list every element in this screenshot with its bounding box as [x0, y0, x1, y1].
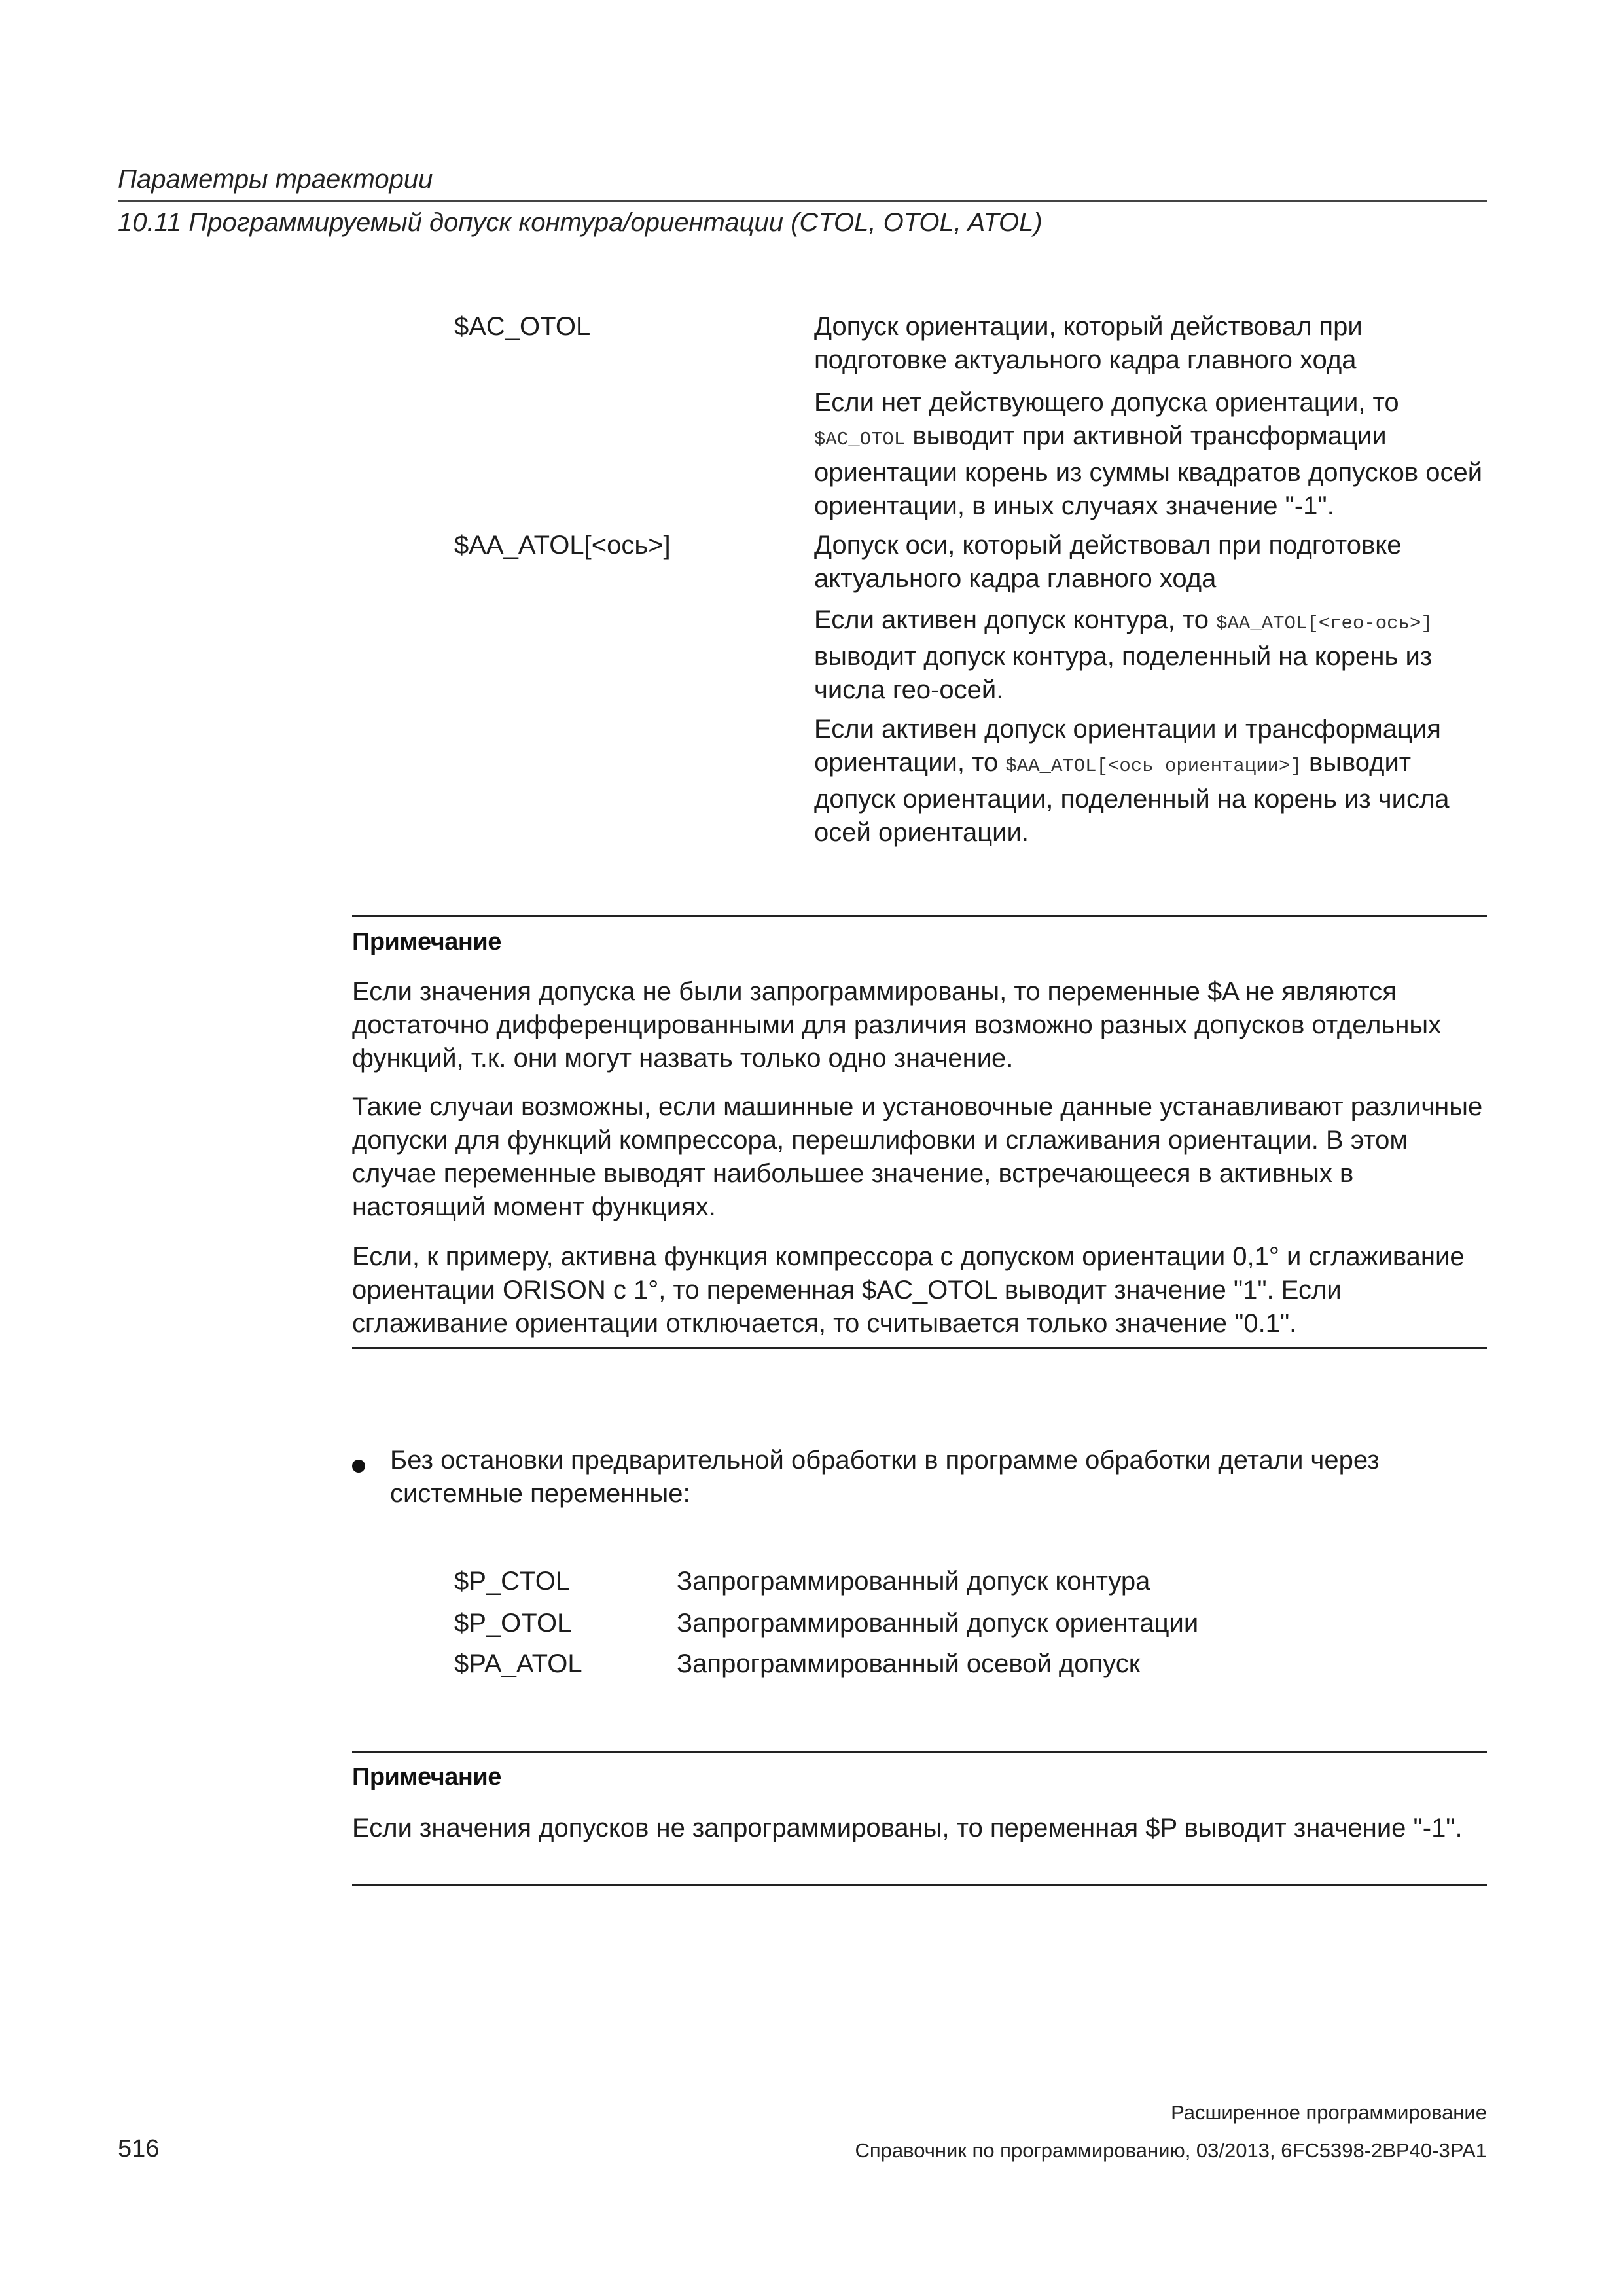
sysvar-description: Запрограммированный осевой допуск	[677, 1649, 1141, 1678]
bullet-text: Без остановки предварительной обработки в программе обработки детали через системные переменные:	[390, 1446, 1380, 1508]
description-text: выводит допуск ориентации, поделенный на корень из числа осей ориентации.	[814, 748, 1450, 847]
note-top-rule	[352, 915, 1487, 917]
bullet-point-icon	[352, 1460, 365, 1473]
definition-description-detail	[814, 603, 1495, 707]
note-paragraph: Если значения допуска не были запрограммированы, то переменные $A не являются достаточно дифференцированными для различия возможно разных допусков отдельных функций, т.к. они могут назвать только одно значение.	[352, 977, 1442, 1073]
running-header-chapter: Параметры траектории	[118, 165, 433, 194]
footer-book-reference: Справочник по программированию, 03/2013, 6FC5398-2BP40-3PA1	[855, 2139, 1487, 2162]
description-text: выводит при активной трансформации ориентации корень из суммы квадратов допусков осей ориентации, в иных случаях значение "-1".	[814, 422, 1483, 520]
note-top-rule	[352, 1751, 1487, 1753]
description-text: Если нет действующего допуска ориентации, то	[814, 388, 1399, 417]
page-number: 516	[118, 2135, 160, 2162]
note-paragraph: Если значения допусков не запрограммированы, то переменная $P выводит значение "-1".	[352, 1814, 1463, 1842]
definition-term: $AC_OTOL	[454, 312, 591, 341]
inline-code: $AA_ATOL[<ось ориентации>]	[1005, 755, 1302, 777]
note-title: Примечание	[352, 1763, 501, 1791]
header-divider	[118, 200, 1487, 202]
description-text: Если активен допуск ориентации и трансформация ориентации, то	[814, 715, 1441, 777]
note-paragraph: Если, к примеру, активна функция компрессора с допуском ориентации 0,1° и сглаживание ориентации ORISON с 1°, то переменная $AC_OTOL выводит значение "1". Если сглаживание ориентации отключается, то считывается только значение "0.1".	[352, 1242, 1465, 1338]
description-text: Если активен допуск контура, то	[814, 605, 1217, 634]
note-bottom-rule	[352, 1884, 1487, 1886]
description-text: выводит допуск контура, поделенный на корень из числа гео-осей.	[814, 642, 1433, 704]
sysvar-description: Запрограммированный допуск контура	[677, 1567, 1150, 1596]
note-title: Примечание	[352, 928, 501, 956]
definition-description: Допуск ориентации, который действовал при подготовке актуального кадра главного хода	[814, 312, 1363, 374]
definition-description: Допуск оси, который действовал при подготовке актуального кадра главного хода	[814, 531, 1402, 593]
definition-description-detail	[814, 386, 1495, 523]
footer-book-title: Расширенное программирование	[1171, 2101, 1487, 2124]
sysvar-term: $P_OTOL	[454, 1609, 572, 1638]
note-paragraph: Такие случаи возможны, если машинные и установочные данные устанавливают различные допуски для функций компрессора, перешлифовки и сглаживания ориентации. В этом случае переменные выводят наибольшее значение, встречающееся в активных в настоящий момент функциях.	[352, 1092, 1483, 1221]
definition-term: $AA_ATOL[<ось>]	[454, 531, 671, 560]
sysvar-term: $PA_ATOL	[454, 1649, 582, 1678]
inline-code: $AA_ATOL[<гео-ось>]	[1216, 613, 1433, 634]
sysvar-description: Запрограммированный допуск ориентации	[677, 1609, 1199, 1638]
note-bottom-rule	[352, 1347, 1487, 1349]
inline-code: $AC_OTOL	[814, 429, 906, 450]
running-header-section: 10.11 Программируемый допуск контура/ориентации (CTOL, OTOL, ATOL)	[118, 208, 1043, 237]
definition-description-detail	[814, 713, 1495, 850]
sysvar-term: $P_CTOL	[454, 1567, 571, 1596]
